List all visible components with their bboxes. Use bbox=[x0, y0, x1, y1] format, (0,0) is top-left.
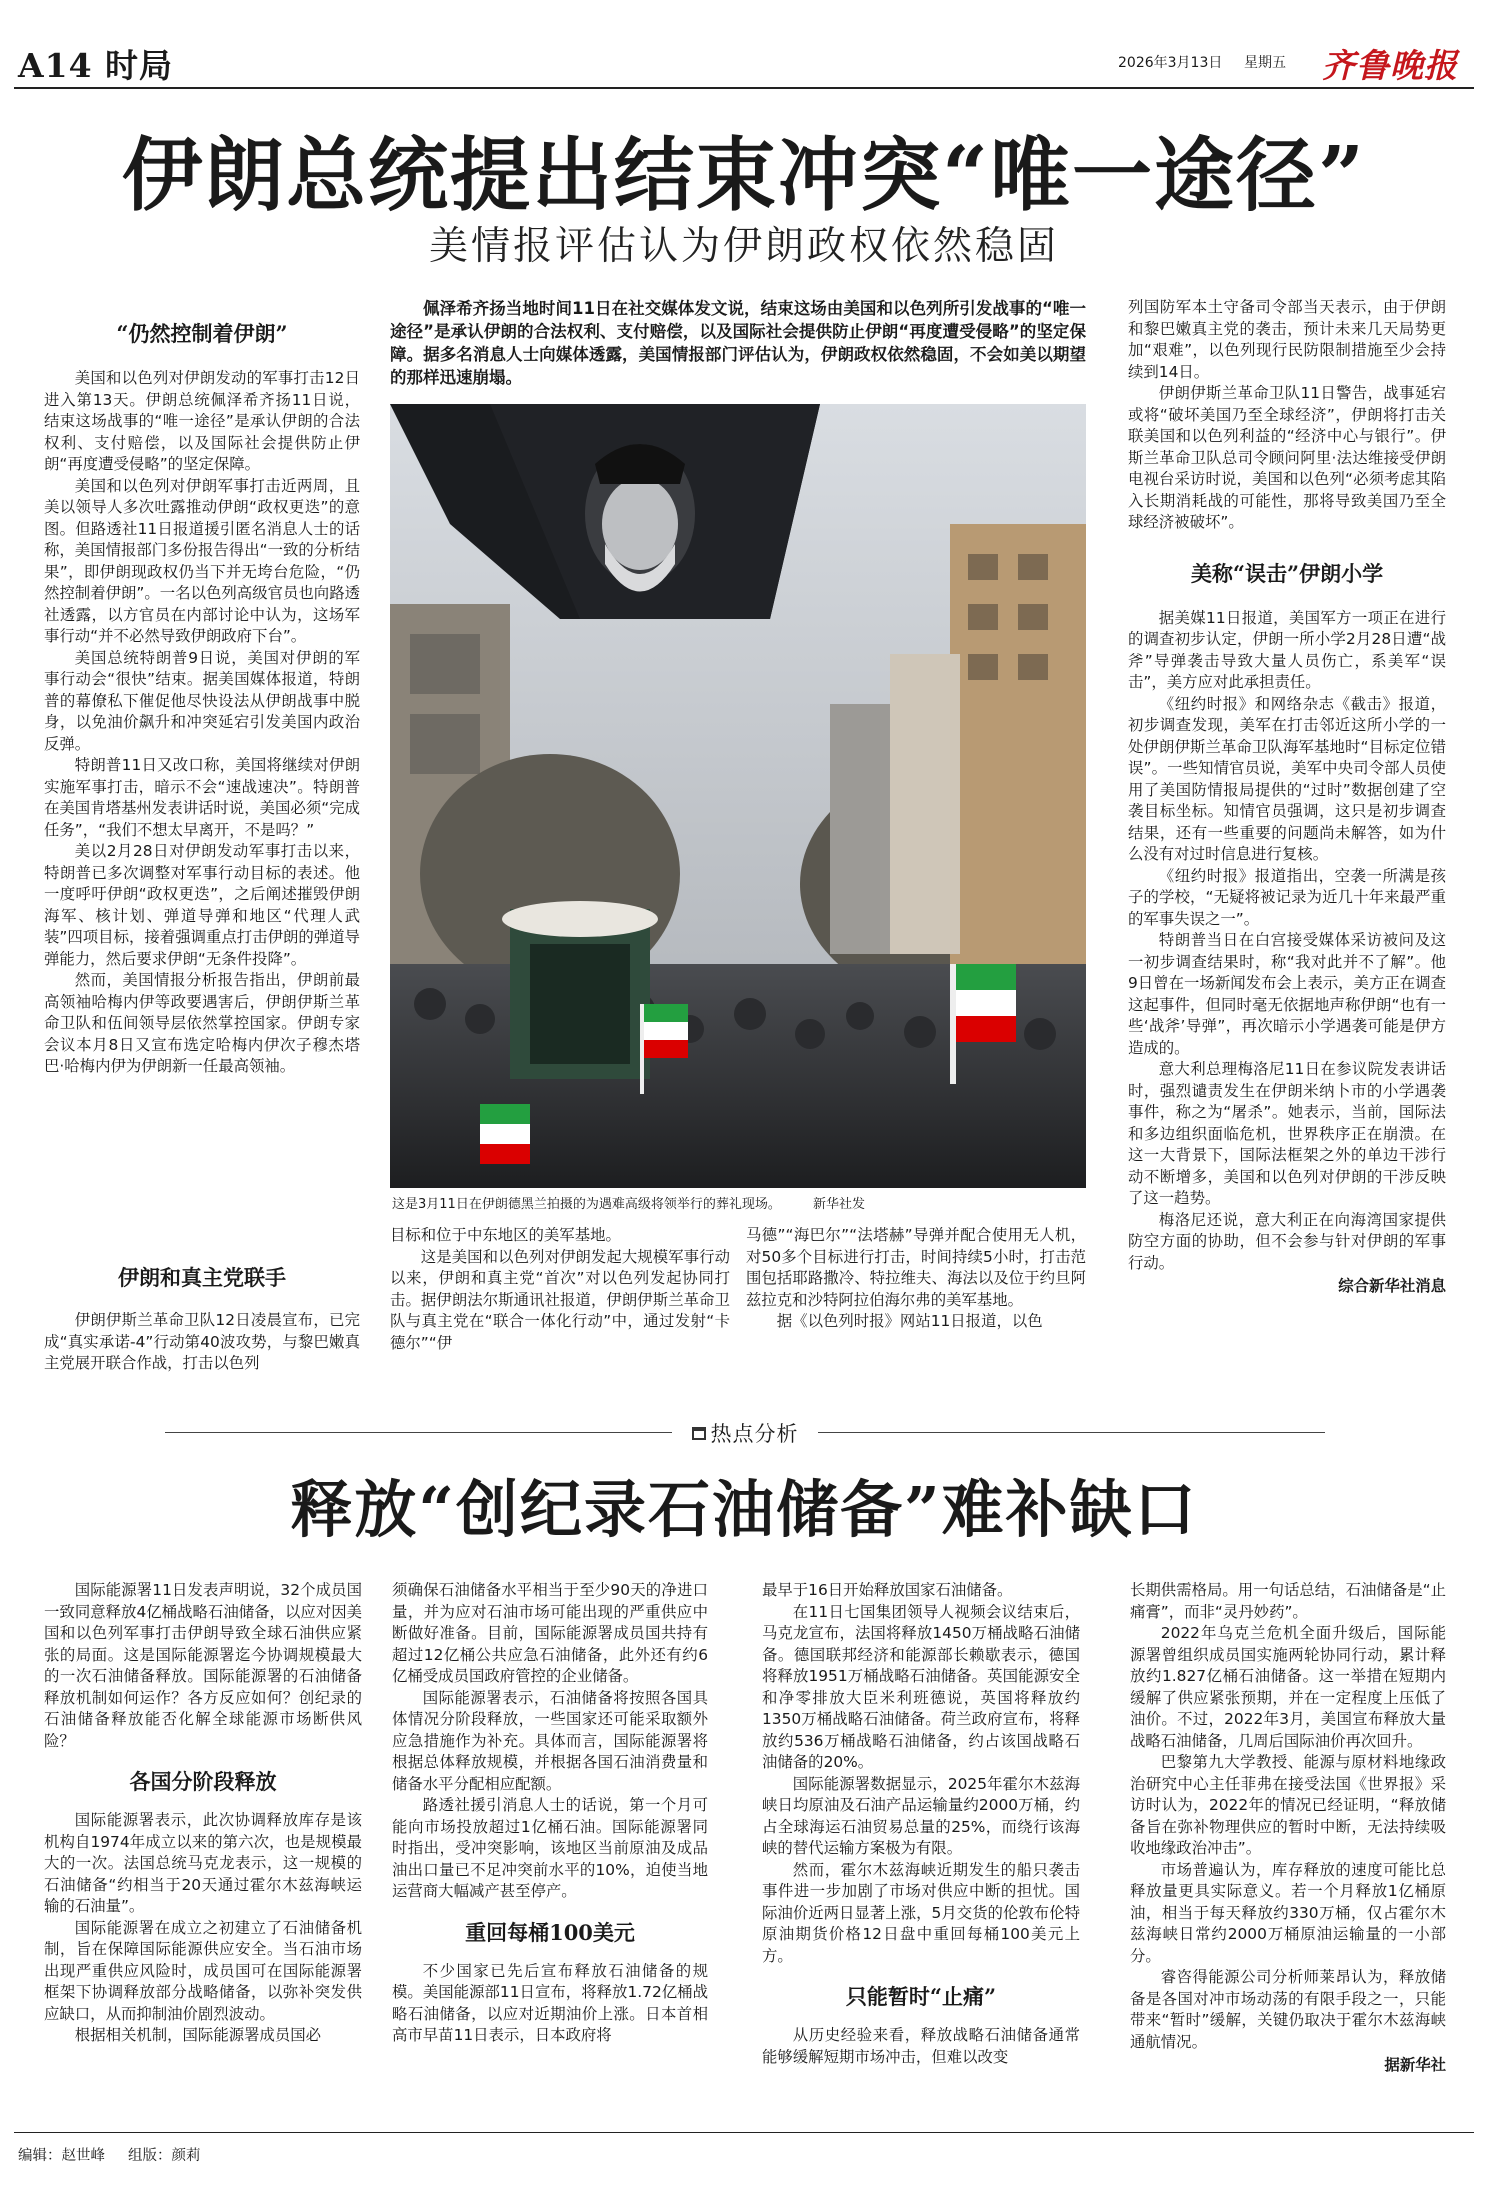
paragraph: 国际能源署表示，石油储备将按照各国具体情况分阶段释放，一些国家还可能采取额外应急措施作为补充。具体而言，国际能源署将根据总体释放规模，并根据各国石油消费量和储备水平分配相应配额。 bbox=[392, 1688, 708, 1793]
article1-section2-title: 伊朗和真主党联手 bbox=[118, 1265, 286, 1290]
article1-col1-text bbox=[44, 368, 360, 1078]
paragraph: 国际能源署11日发表声明说，32个成员国一致同意释放4亿桶战略石油储备，以应对因美国和以色列军事打击伊朗导致全球石油供应紧张的局面。这是国际能源署迄今协调规模最大的一次石油储备释放。国际能源署的石油储备释放机制如何运作？各方反应如何？创纪录的石油储备释放能否化解全球能源市场断供风险？ bbox=[44, 1581, 362, 1750]
paragraph: 2022年乌克兰危机全面升级后，国际能源署曾组织成员国实施两轮协同行动，累计释放约1.827亿桶石油储备。这一举措在短期内缓解了供应紧张预期，并在一定程度上压低了油价。不过，2022年3月，美国宣布释放大量战略石油储备，几周后国际油价再次回升。 bbox=[1130, 1624, 1446, 1750]
paragraph: 市场普遍认为，库存释放的速度可能比总释放量更具实际意义。若一个月释放1亿桶原油，相当于每天释放约330万桶，仅占霍尔木兹海峡日常约2000万桶原油运输量的一小部分。 bbox=[1130, 1860, 1446, 1965]
paragraph: 睿咨得能源公司分析师莱昂认为，释放储备是各国对冲市场动荡的有限手段之一，只能带来“暂时”缓解，关键仍取决于霍尔木兹海峡通航情况。 bbox=[1130, 1968, 1446, 2051]
caption-credit: 新华社发 bbox=[812, 1197, 865, 1212]
paragraph: 国际能源署数据显示，2025年霍尔木兹海峡日均原油及石油产品运输量约2000万桶，约占全球海运石油贸易总量的25%，而绕行该海峡的替代运输方案极为有限。 bbox=[762, 1774, 1080, 1857]
section-tag-box bbox=[672, 1418, 818, 1448]
paragraph: 然而，美国情报分析报告指出，伊朗前最高领袖哈梅内伊等政要遇害后，伊朗伊斯兰革命卫队和伍间领导层依然掌控国家。伊朗专家会议本月8日又宣布选定哈梅内伊次子穆杰塔巴·哈梅内伊为伊朗新一任最高领袖。 bbox=[44, 971, 360, 1075]
paragraph: 须确保石油储备水平相当于至少90天的净进口量，并为应对石油市场可能出现的严重供应中断做好准备。目前，国际能源署成员国共持有超过12亿桶公共应急石油储备，此外还有约6亿桶受成员国政府管控的企业储备。 bbox=[392, 1581, 708, 1685]
paragraph: 《纽约时报》报道指出，空袭一所满是孩子的学校，“无疑将被记录为近几十年来最严重的军事失误之一”。 bbox=[1128, 866, 1446, 928]
issue-date: 2026年3月13日 bbox=[1118, 55, 1223, 71]
paragraph: 最早于16日开始释放国家石油储备。 bbox=[762, 1581, 1013, 1599]
paragraph: 伊朗伊斯兰革命卫队12日凌晨宣布，已完成“真实承诺-4”行动第40波攻势，与黎巴嫩真主党展开联合作战，打击以色列 bbox=[44, 1311, 360, 1372]
paragraph: 马德”“海巴尔”“法塔赫”导弹并配合使用无人机，对50多个目标进行打击，时间持续5小时，打击范围包括耶路撒冷、特拉维夫、海法以及位于约旦阿兹拉克和沙特阿拉伯海尔弗的美军基地。 bbox=[746, 1226, 1086, 1309]
paragraph: 根据相关机制，国际能源署成员国必 bbox=[74, 2026, 322, 2044]
paragraph: 特朗普当日在白宫接受媒体采访被问及这一初步调查结果时，称“我对此并不了解”。他9日曾在一场新闻发布会上表示，美方正在调查这起事件，但同时毫无依据地声称伊朗“也有一些‘战斧’导弹”，再次暗示小学遇袭可能是伊方造成的。 bbox=[1128, 931, 1446, 1057]
article2-col3-text bbox=[762, 1580, 1080, 1967]
article2-headline: 释放“创纪录石油储备”难补缺口 bbox=[290, 1473, 1198, 1546]
caption-text: 这是3月11日在伊朗德黑兰拍摄的为遇难高级将领举行的葬礼现场。 bbox=[392, 1197, 781, 1212]
article1-subheadline: 美情报评估认为伊朗政权依然稳固 bbox=[428, 224, 1059, 269]
newspaper-masthead: 齐鲁晚报 bbox=[1322, 46, 1458, 85]
paragraph: 梅洛尼还说，意大利正在向海湾国家提供防空方面的协助，但不会参与针对伊朗的军事行动。 bbox=[1128, 1210, 1446, 1272]
section-tag: 热点分析 bbox=[710, 1422, 799, 1446]
article1-col4-text bbox=[1128, 297, 1446, 534]
paragraph: 意大利总理梅洛尼11日在参议院发表讲话时，强烈谴责发生在伊朗米纳卜市的小学遇袭事件，称之为“屠杀”。她表示，当前，国际法和多边组织面临危机，世界秩序正在崩溃。在这一大背景下，国际法框架之外的单边干涉行动不断增多，美国和以色列对伊朗的干涉反映了这一趋势。 bbox=[1128, 1060, 1446, 1207]
paragraph: 据美媒11日报道，美国军方一项正在进行的调查初步认定，伊朗一所小学2月28日遭“战斧”导弹袭击导致大量人员伤亡，系美军“误击”，美方应对此承担责任。 bbox=[1128, 608, 1446, 691]
article1-section1-title: “仍然控制着伊朗” bbox=[116, 321, 288, 346]
article1-credit: 综合新华社消息 bbox=[1338, 1277, 1446, 1295]
footer-editor: 编辑：赵世峰 bbox=[18, 2148, 105, 2164]
paragraph: 巴黎第九大学教授、能源与原材料地缘政治研究中心主任菲弗在接受法国《世界报》采访时认为，2022年的情况已经证明，“释放储备旨在弥补物理供应的暂时中断，无法持续吸收地缘政治冲击”。 bbox=[1130, 1753, 1446, 1857]
article1-lead: 佩泽希齐扬当地时间11日在社交媒体发文说，结束这场由美国和以色列所引发战事的“唯一途径”是承认伊朗的合法权利、支付赔偿，以及国际社会提供防止伊朗“再度遭受侵略”的坚定保障。据多名消息人士向媒体透露，美国情报部门评估认为，伊朗政权依然稳固，不会如美以期望的那样迅速崩塌。 bbox=[390, 299, 1086, 387]
article1-col4-text-b bbox=[1128, 608, 1446, 1275]
page-label: A14 时局 bbox=[18, 46, 174, 85]
paragraph: 美以2月28日对伊朗发动军事打击以来，特朗普已多次调整对军事行动目标的表述。他一度呼吁伊朗“政权更迭”，之后阐述摧毁伊朗海军、核计划、弹道导弹和地区“代理人武装”四项目标，接着强调重点打击伊朗的弹道导弹能力，然后要求伊朗“无条件投降”。 bbox=[44, 842, 360, 968]
article1-col2 bbox=[390, 1225, 730, 1354]
article1-section3-title: 美称“误击”伊朗小学 bbox=[1190, 560, 1384, 586]
paragraph: 《纽约时报》和网络杂志《截击》报道，初步调查发现，美军在打击邻近这所小学的一处伊朗伊斯兰革命卫队海军基地时“目标定位错误”。一些知情官员说，美军中央司令部人员使用了美国防情报局提供的“过时”数据创建了空袭目标坐标。知情官员强调，这只是初步调查结果，还有一些重要的问题尚未解答，如为什么没有对过时信息进行复核。 bbox=[1128, 694, 1446, 863]
paragraph: 目标和位于中东地区的美军基地。 bbox=[390, 1226, 621, 1244]
paragraph: 国际能源署在成立之初建立了石油储备机制，旨在保障国际能源供应安全。当石油市场出现严重供应风险时，成员国可在国际能源署框架下协调释放部分战略储备，以弥补突发供应缺口，从而抑制油价剧烈波动。 bbox=[44, 1918, 362, 2023]
issue-weekday: 星期五 bbox=[1244, 55, 1286, 71]
footer-layout: 组版：颜莉 bbox=[128, 2148, 201, 2164]
paragraph: 列国防军本土守备司令部当天表示，由于伊朗和黎巴嫩真主党的袭击，预计未来几天局势更加“艰难”，以色列现行民防限制措施至少会持续到14日。 bbox=[1128, 298, 1446, 381]
article1-col1-bottom bbox=[44, 1262, 360, 1375]
article2-section2-title: 重回每桶100美元 bbox=[465, 1919, 635, 1945]
paragraph: 长期供需格局。用一句话总结，石油储备是“止痛膏”，而非“灵丹妙药”。 bbox=[1130, 1581, 1446, 1621]
paragraph: 特朗普11日又改口称，美国将继续对伊朗实施军事打击，暗示不会“速战速决”。特朗普在美国肯塔基州发表讲话时说，美国必须“完成任务”，“我们不想太早离开，不是吗？” bbox=[44, 756, 360, 839]
paragraph: 国际能源署表示，此次协调释放库存是该机构自1974年成立以来的第六次，也是规模最大的一次。法国总统马克龙表示，这一规模的石油储备“约相当于20天通过霍尔木兹海峡运输的石油量”。 bbox=[44, 1811, 362, 1915]
article2-col1-text-b bbox=[44, 1810, 362, 2047]
article2-col4-text bbox=[1130, 1580, 1446, 2053]
article2-credit: 据新华社 bbox=[1384, 2056, 1446, 2074]
article2-col2 bbox=[392, 1580, 708, 2047]
article1-col1 bbox=[44, 318, 360, 1078]
article2-section3-title: 只能暂时“止痛” bbox=[845, 1984, 997, 2009]
article2-col4 bbox=[1130, 1580, 1446, 2075]
paragraph: 路透社援引消息人士的话说，第一个月可能向市场投放超过1亿桶石油。国际能源署同时指出，受冲突影响，该地区当前原油及成品油出口量已不足冲突前水平的10%，迫使当地运营商大幅减产甚至停产。 bbox=[392, 1796, 708, 1900]
article2-section1-title: 各国分阶段释放 bbox=[129, 1769, 277, 1794]
paragraph: 不少国家已先后宣布释放石油储备的规模。美国能源部11日宣布，将释放1.72亿桶战略石油储备，以应对近期油价上涨。日本首相高市早苗11日表示，日本政府将 bbox=[392, 1961, 708, 2044]
article2-col2-text bbox=[392, 1580, 708, 1903]
article1-col4 bbox=[1128, 297, 1446, 1296]
funeral-photo bbox=[390, 404, 1086, 1188]
paragraph: 从历史经验来看，释放战略石油储备通常能够缓解短期市场冲击，但难以改变 bbox=[762, 2026, 1080, 2066]
photo-caption bbox=[392, 1193, 1082, 1212]
footer-rule bbox=[14, 2132, 1474, 2133]
article2-col3 bbox=[762, 1580, 1080, 2068]
paragraph: 美国总统特朗普9日说，美国对伊朗的军事行动会“很快”结束。据美国媒体报道，特朗普的幕僚私下催促他尽快设法从伊朗战事中脱身，以免油价飙升和冲突延宕引发美国内政治反弹。 bbox=[44, 648, 360, 753]
paragraph: 然而，霍尔木兹海峡近期发生的船只袭击事件进一步加剧了市场对供应中断的担忧。国际油价近两日显著上涨，5月交货的伦敦布伦特原油期货价格12日盘中重回每桶100美元上方。 bbox=[762, 1860, 1080, 1965]
paragraph: 据《以色列时报》网站11日报道，以色 bbox=[776, 1312, 1043, 1330]
header-rule bbox=[14, 87, 1474, 89]
paragraph: 美国和以色列对伊朗军事打击近两周，且美以领导人多次吐露推动伊朗“政权更迭”的意图。但路透社11日报道援引匿名消息人士的话称，美国情报部门多份报告得出“一致的分析结果”，即伊朗现政权仍当下并无垮台危险，“仍然控制着伊朗”。一名以色列高级官员也向路透社透露，以方官员在内部讨论中认为，这场军事行动“并不必然导致伊朗政府下台”。 bbox=[44, 476, 360, 645]
window-icon bbox=[692, 1427, 706, 1440]
paragraph: 美国和以色列对伊朗发动的军事打击12日进入第13天。伊朗总统佩泽希齐扬11日说，结束这场战事的“唯一途径”是承认伊朗的合法权利、支付赔偿，以及国际社会提供防止伊朗“再度遭受侵略”的坚定保障。 bbox=[44, 369, 360, 473]
article2-col1 bbox=[44, 1580, 362, 2047]
paragraph: 这是美国和以色列对伊朗发起大规模军事行动以来，伊朗和真主党“首次”对以色列发起协同打击。据伊朗法尔斯通讯社报道，伊朗伊斯兰革命卫队与真主党在“联合一体化行动”中，通过发射“卡德尔”“伊 bbox=[390, 1247, 730, 1352]
article1-col3 bbox=[746, 1225, 1086, 1333]
paragraph: 在11日七国集团领导人视频会议结束后，马克龙宣布，法国将释放1450万桶战略石油储备。德国联邦经济和能源部长赖歇表示，德国将释放1951万桶战略石油储备。英国能源安全和净零排放大臣米利班德说，英国将释放约1350万桶战略石油储备。荷兰政府宣布，将释放约536万桶战略石油储备，约占该国战略石油储备的20%。 bbox=[762, 1602, 1080, 1771]
paragraph: 伊朗伊斯兰革命卫队11日警告，战事延宕或将“破坏美国乃至全球经济”，伊朗将打击关联美国和以色列利益的“经济中心与银行”。伊斯兰革命卫队总司令顾问阿里·法达维接受伊朗电视台采访时说，美国和以色列“必须考虑其陷入长期消耗战的可能性，那将导致美国乃至全球经济被破坏”。 bbox=[1128, 384, 1446, 531]
article1-headline: 伊朗总统提出结束冲突“唯一途径” bbox=[121, 128, 1367, 222]
